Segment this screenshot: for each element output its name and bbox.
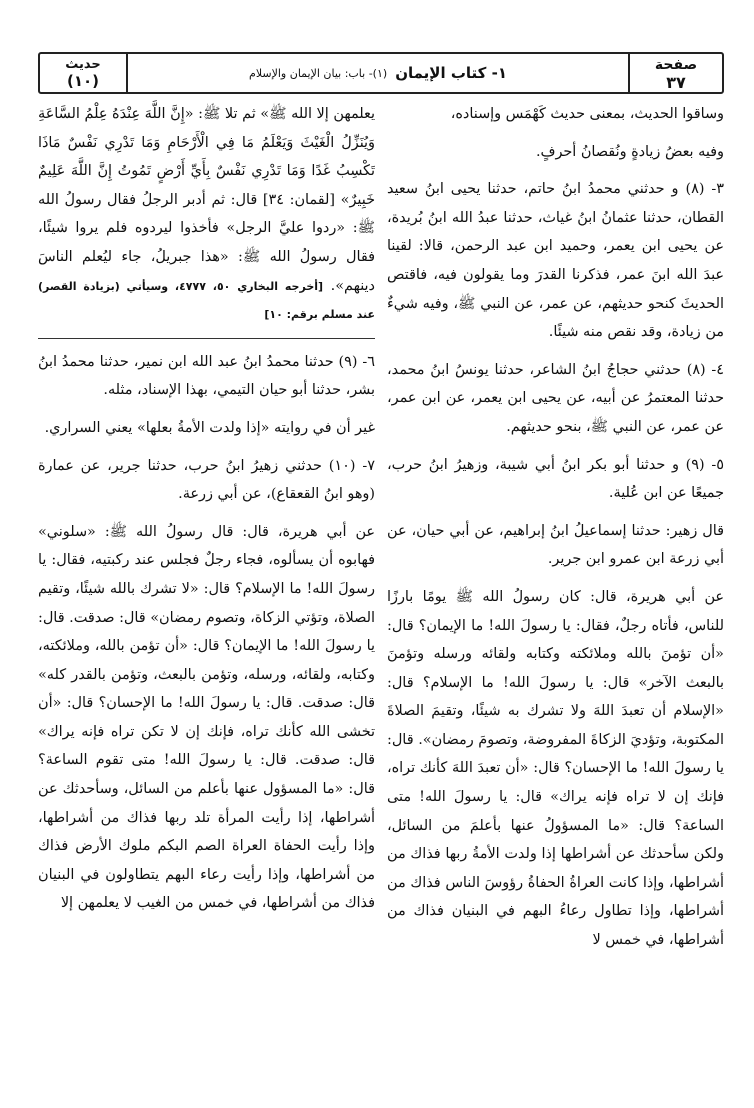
- title-box: [128, 54, 628, 92]
- page-number: ٣٧: [666, 73, 686, 92]
- page-number-box: [628, 54, 722, 92]
- paragraph: وساقوا الحديث، بمعنى حديث كَهْمَس وإسناده،: [450, 106, 724, 122]
- left-column: [38, 100, 375, 1085]
- hadith-number-box: [40, 54, 128, 92]
- hadith-paragraph: عن أبي هريرة، قال: كان رسولُ الله ﷺ يومًا بارزًا للناس، فأتاه رجلٌ، فقال: يا رسولَ الله! ما الإيمان؟ قال: «أن تؤمنَ بالله وملائكته وكتابه ولقائه ورسله وتؤمنَ بالبعث الآخر» قال: يا رسولَ الله! ما الإسلام؟ قال: «الإسلام أن تعبدَ اللهَ ولا تشرك به شيئًا، وتقيمَ الصلاةَ المكتوبة، وتؤديَ الزكاةَ المفروضة، وتصومَ رمضان». قال: يا رسولَ الله! ما الإحسان؟ قال: «أن تعبدَ اللهَ كأنك تراه، فإنك إن لا تراه فإنه يراك» قال: يا رسولَ الله! متى الساعة؟ قال: «ما المسؤولُ عنها بأعلمَ من السائل، ولكن سأحدثك عن أشراطها إذا ولدت الأمةُ ربها فذاك من أشراطها، وإذا كانت العراةُ الحفاةُ رؤوسَ الناس فذاك من أشراطها، وإذا تطاول رعاءُ البهم في البنيان فذاك من أشراطها، في خمس لا: [387, 588, 724, 949]
- hadith-label: حديث: [65, 57, 101, 72]
- hadith-paragraph: ٣- (٨) و حدثني محمدُ ابنُ حاتم، حدثنا يحيى ابنُ سعيد القطان، حدثنا عثمانُ ابنُ غياث، حدثنا عبدُ الله ابنُ بُريدة، عن يحيى ابن يعمر، وحميد ابن عبد الرحمن، قالا: لقينا عبدَ الله ابنَ عمر، فذكرنا القدرَ وما يقولون فيه، فاقتص الحديثَ كنحو حديثهم، عن عمر، عن النبي ﷺ، وفيه شيءٌ من زيادة، وقد نقص منه شيئًا.: [387, 181, 724, 341]
- hadith-paragraph: ٤- (٨) حدثني حجاجُ ابنُ الشاعر، حدثنا يونسُ ابنُ محمد، حدثنا المعتمرُ عن أبيه، عن يحيى ابن يعمر، عن ابن عمر، عن عمر، عن النبي ﷺ، بنحو حديثهم.: [387, 361, 724, 435]
- hadith-paragraph: ٧- (١٠) حدثني زهيرُ ابنُ حرب، حدثنا جرير، عن عمارة (وهو ابنُ القعقاع)، عن أبي زرعة.: [38, 457, 375, 503]
- source-reference: [أخرجه البخاري ٥٠، ٤٧٧٧، وسيأتي (بزيادة القصر) عند مسلم برقم: ١٠]: [38, 279, 375, 322]
- book-page: [38, 52, 724, 1087]
- chapter-title: (١)- باب: بيان الإيمان والإسلام: [249, 66, 388, 80]
- paragraph: قال زهير: حدثنا إسماعيلُ ابنُ إبراهيم، عن أبي حيان، عن أبي زرعة ابن عمرو ابن جرير.: [387, 522, 724, 568]
- hadith-text: يعلمهن إلا الله ﷺ» ثم تلا ﷺ: «إِنَّ اللَّهَ عِنْدَهُ عِلْمُ السَّاعَةِ وَيُنَزِّلُ الْغَيْثَ وَيَعْلَمُ مَا فِي الْأَرْحَامِ وَمَا تَدْرِي نَفْسٌ مَاذَا تَكْسِبُ غَدًا وَمَا تَدْرِي نَفْسٌ بِأَيِّ أَرْضٍ تَمُوتُ إِنَّ اللَّهَ عَلِيمٌ خَبِيرٌ» [لقمان: ٣٤] قال: ثم أدبر الرجلُ فقال رسولُ الله ﷺ: «ردوا عليَّ الرجل» فأخذوا ليردوه فلم يروا شيئًا، فقال رسولُ الله ﷺ: «هذا جبريلُ، جاء ليُعلم الناسَ دينهم».: [38, 106, 375, 294]
- paragraph: وفيه بعضُ زيادةٍ ونُقصانُ أحرفٍ.: [535, 143, 724, 160]
- paragraph: غير أن في روايته «إذا ولدت الأمةُ بعلها» يعني السراري.: [44, 419, 375, 436]
- text-columns: [38, 100, 724, 1085]
- paragraph: [38, 100, 375, 329]
- book-title: ١- كتاب الإيمان: [395, 64, 507, 82]
- right-column: [387, 100, 724, 1085]
- hadith-paragraph: ٥- (٩) و حدثنا أبو بكر ابنُ أبي شيبة، وزهيرُ ابنُ حرب، جميعًا عن ابن عُلية.: [387, 456, 724, 502]
- hadith-number: (١٠): [66, 72, 100, 90]
- page-label: صفحة: [654, 57, 698, 73]
- hadith-paragraph: ٦- (٩) حدثنا محمدُ ابنُ عبد الله ابن نمير، حدثنا محمدُ ابنُ بشر، حدثنا أبو حيان التيمي، بهذا الإسناد، مثله.: [38, 353, 375, 399]
- hadith-paragraph: عن أبي هريرة، قال: قال رسولُ الله ﷺ: «سلوني» فهابوه أن يسألوه، فجاء رجلٌ فجلس عند ركبتيه، فقال: يا رسولَ الله! ما الإسلام؟ قال: «لا تشرك بالله شيئًا، وتقيم الصلاة، وتؤتي الزكاة، وتصوم رمضان» قال: صدقت. قال: يا رسولَ الله! ما الإيمان؟ قال: «أن تؤمن بالله، وملائكته، وكتابه، ولقائه، ورسله، وتؤمن بالبعث، وتؤمن بالقدر كله» قال: صدقت. قال: يا رسولَ الله! ما الإحسان؟ قال: «أن تخشى الله كأنك تراه، فإنك إن لا تكن تراه فإنه يراك» قال: صدقت. قال: يا رسولَ الله! متى تقوم الساعة؟ قال: «ما المسؤول عنها بأعلم من السائل، وسأحدثك عن أشراطها، إذا رأيت المرأة تلد ربها فذاك من أشراطها، وإذا رأيت الحفاة العراة الصم البكم ملوك الأرض فذاك من أشراطها، وإذا رأيت رعاء البهم يتطاولون في البنيان فذاك من أشراطها، في خمس من الغيب لا يعلمهن إلا: [38, 523, 375, 912]
- divider: [38, 338, 375, 339]
- page-header: [38, 52, 724, 94]
